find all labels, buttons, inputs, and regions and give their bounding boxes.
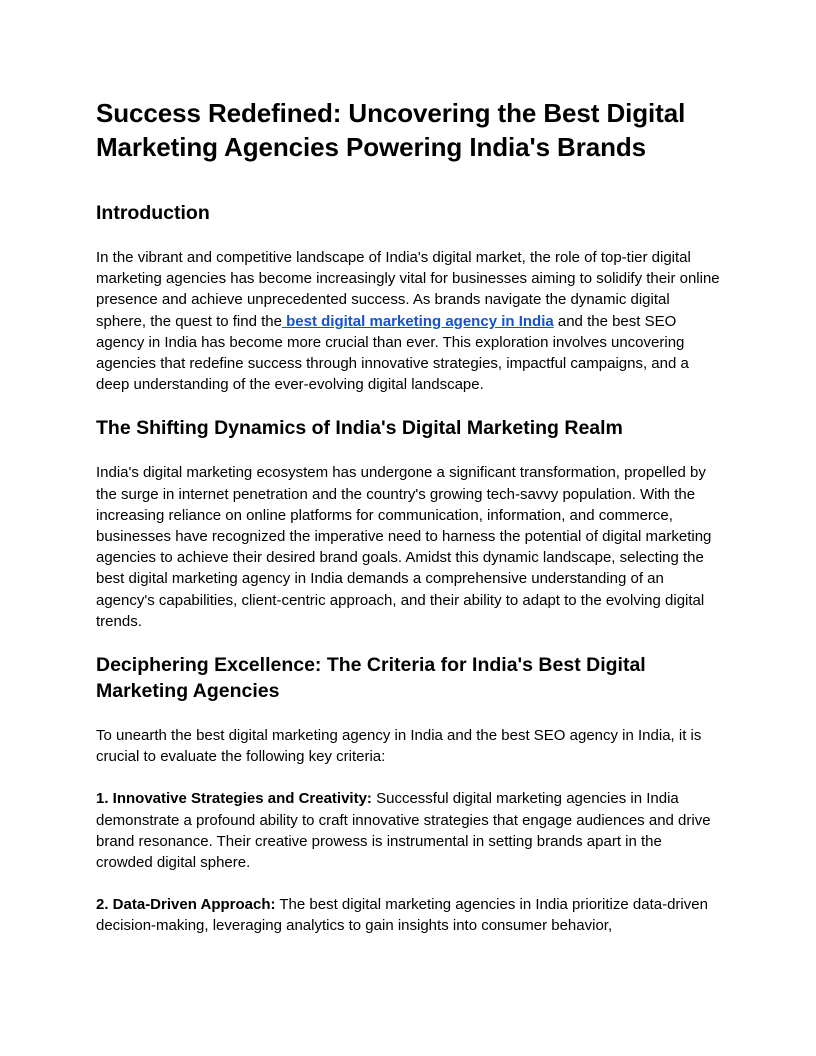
criteria-item-2-text: The best digital marketing agencies in India prioritize data-driven decision-making, leveraging analytics to gain insights into consumer behavior, [96, 896, 708, 935]
intro-text-before: In the vibrant and competitive landscape of India's digital market, the role of top-tier digital marketing agencies has become increasingly vital for businesses aiming to solidify their online presence and achieve unprecedented success. As brands navigate the dynamic digital sphere, the quest to find the [96, 249, 720, 330]
heading-introduction: Introduction [96, 202, 210, 224]
intro-paragraph [96, 247, 720, 395]
document-page [96, 96, 720, 937]
dynamics-paragraph: India's digital marketing ecosystem has undergone a significant transformation, propelled by the surge in internet penetration and the country's growing tech-savvy population. With the increasing reliance on online platforms for communication, information, and commerce, businesses have recognized the imperative need to harness the potential of digital marketing agencies to achieve their desired brand goals. Amidst this dynamic landscape, selecting the best digital marketing agency in India demands a comprehensive understanding of an agency's capabilities, client-centric approach, and their ability to adapt to the evolving digital trends. [96, 464, 712, 630]
criteria-item-1-text: Successful digital marketing agencies in India demonstrate a profound ability to craft innovative strategies that engage audiences and drive brand resonance. Their creative prowess is instrumental in setting brands apart in the crowded digital sphere. [96, 790, 711, 872]
criteria-item-2-lead: 2. Data-Driven Approach: [96, 896, 276, 914]
best-agency-link[interactable]: best digital marketing agency in India [281, 312, 554, 330]
heading-shifting-dynamics: The Shifting Dynamics of India's Digital Marketing Realm [96, 417, 623, 440]
document-title: Success Redefined: Uncovering the Best Digital Marketing Agencies Powering India's Brands [96, 98, 686, 162]
heading-deciphering-excellence: Deciphering Excellence: The Criteria for India's Best Digital Marketing Agencies [96, 654, 646, 703]
intro-text-after: and the best SEO agency in India has become more crucial than ever. This exploration involves uncovering agencies that redefine success through innovative strategies, impactful campaigns, and a deep understanding of the ever-evolving digital landscape. [96, 312, 689, 394]
criteria-item-2 [96, 894, 720, 936]
criteria-item-1 [96, 788, 720, 873]
criteria-intro-paragraph: To unearth the best digital marketing agency in India and the best SEO agency in India, it is crucial to evaluate the following key criteria: [96, 727, 702, 766]
criteria-item-1-lead: 1. Innovative Strategies and Creativity: [96, 790, 372, 808]
